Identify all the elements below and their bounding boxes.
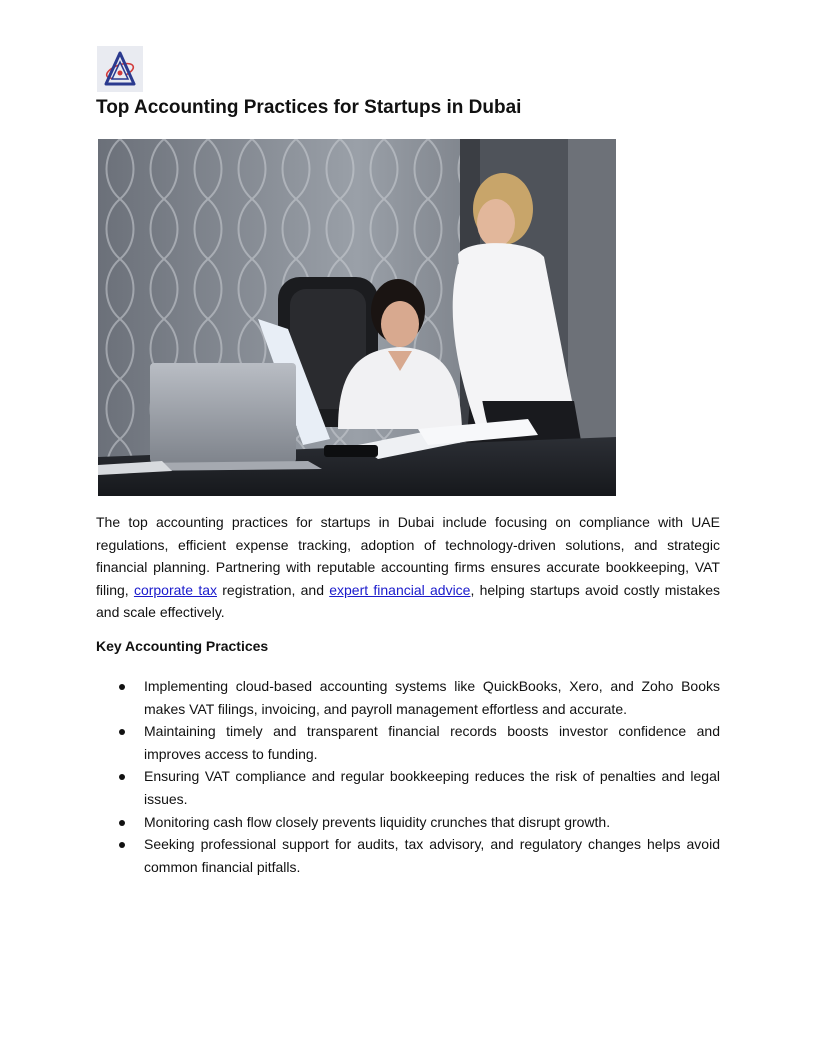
intro-text-3: , helping startups avoid costly mistakes and scale effectively.	[96, 581, 721, 621]
bullet-icon	[119, 729, 125, 735]
list-item	[96, 675, 720, 720]
list-item-text: Implementing cloud-based accounting systems like QuickBooks, Xero, and Zoho Books makes VAT filings, invoicing, and payroll management effortless and accurate.	[144, 678, 720, 717]
bullet-icon	[119, 774, 125, 780]
bullet-icon	[119, 842, 125, 848]
list-item-text: Ensuring VAT compliance and regular bookkeeping reduces the risk of penalties and legal issues.	[144, 768, 720, 807]
list-item	[96, 765, 720, 810]
corporate-tax-link[interactable]: corporate tax	[133, 581, 217, 598]
intro-paragraph	[96, 511, 720, 624]
practices-list	[96, 675, 720, 878]
list-item-text: Maintaining timely and transparent financial records boosts investor confidence and improves access to funding.	[144, 723, 720, 762]
bullet-icon	[119, 684, 125, 690]
company-logo	[97, 46, 143, 92]
list-item	[96, 720, 720, 765]
intro-text-1: The top accounting practices for startups in Dubai include focusing on compliance with UAE regulations, efficient expense tracking, adoption of technology-driven solutions, and strategic financial planning. Partnering with reputable accounting firms ensures accurate bookkeeping, VAT filing,	[96, 514, 720, 598]
section-heading: Key Accounting Practices	[96, 638, 269, 654]
page-title: Top Accounting Practices for Startups in Dubai	[96, 97, 522, 118]
office-photo	[98, 139, 616, 496]
bullet-icon	[119, 820, 125, 826]
expert-financial-advice-link[interactable]: expert financial advice	[329, 581, 471, 598]
list-item	[96, 811, 720, 834]
list-item	[96, 833, 720, 878]
intro-text-2: registration, and	[217, 581, 330, 598]
list-item-text: Monitoring cash flow closely prevents liquidity crunches that disrupt growth.	[144, 813, 611, 830]
list-item-text: Seeking professional support for audits, tax advisory, and regulatory changes helps avoid common financial pitfalls.	[144, 836, 720, 875]
